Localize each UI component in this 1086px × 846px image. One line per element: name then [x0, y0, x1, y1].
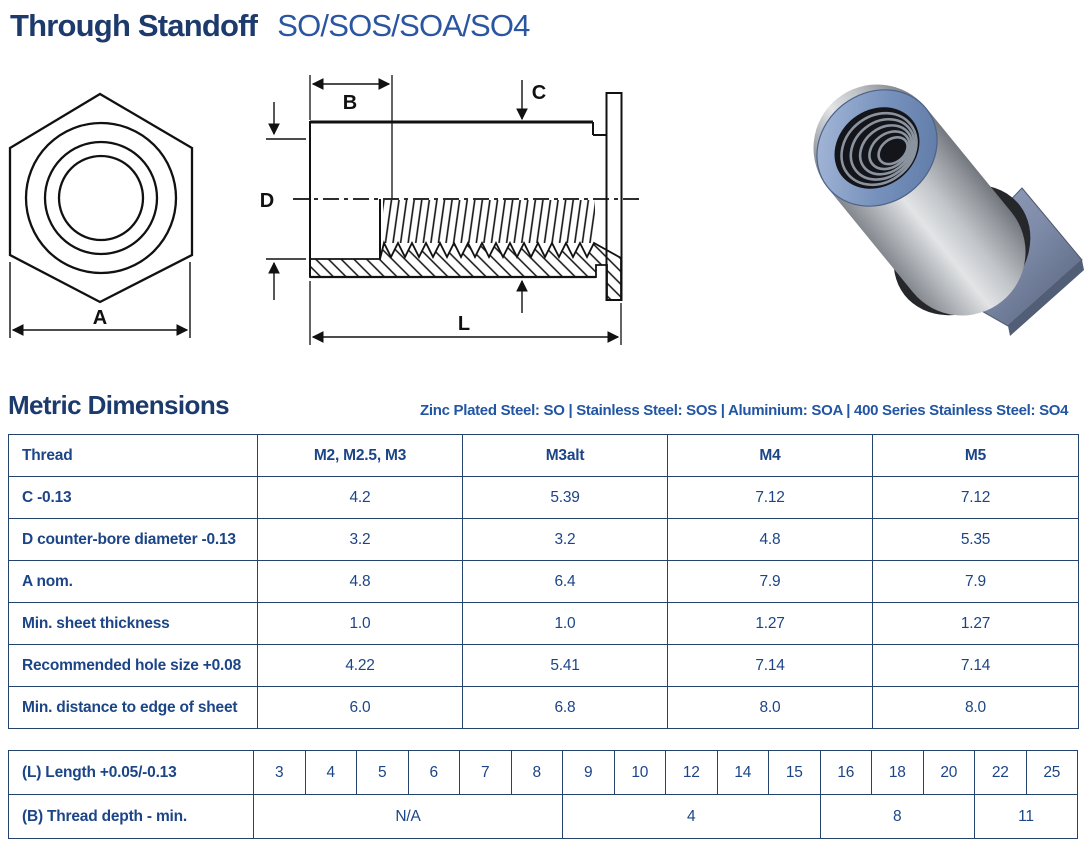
thread-depth-value-cell: 4 — [563, 795, 821, 839]
value-cell: 6.8 — [463, 687, 668, 729]
thread-header-cell: Thread — [9, 435, 258, 477]
row-label-cell: Min. sheet thickness — [9, 603, 258, 645]
table-row — [9, 477, 1079, 519]
value-cell: 6.4 — [463, 561, 668, 603]
dim-label-b: B — [342, 92, 358, 114]
table-row — [9, 519, 1079, 561]
metric-dimensions-heading: Metric Dimensions — [8, 390, 229, 420]
row-label-cell: A nom. — [9, 561, 258, 603]
length-value-cell: 18 — [872, 751, 924, 795]
value-cell: 4.8 — [668, 519, 873, 561]
section-hatch — [310, 243, 621, 300]
row-label-cell: C -0.13 — [9, 477, 258, 519]
length-value-cell: 5 — [357, 751, 409, 795]
value-cell: 8.0 — [873, 687, 1079, 729]
thread-size-header-cell: M5 — [873, 435, 1079, 477]
value-cell: 4.2 — [258, 477, 463, 519]
value-cell: 6.0 — [258, 687, 463, 729]
value-cell: 4.22 — [258, 645, 463, 687]
table-row — [9, 561, 1079, 603]
metric-dimensions-table — [8, 434, 1079, 729]
metric-dimensions-table-body — [9, 435, 1079, 729]
value-cell: 1.0 — [463, 603, 668, 645]
length-value-cell: 12 — [666, 751, 718, 795]
length-value-cell: 4 — [305, 751, 357, 795]
row-label-cell: Min. distance to edge of sheet — [9, 687, 258, 729]
length-value-cell: 6 — [408, 751, 460, 795]
value-cell: 8.0 — [668, 687, 873, 729]
length-table-body — [9, 751, 1078, 839]
length-value-cell: 7 — [460, 751, 512, 795]
product-codes: SO/SOS/SOA/SO4 — [277, 8, 530, 43]
row-label-cell: Recommended hole size +0.08 — [9, 645, 258, 687]
value-cell: 7.9 — [668, 561, 873, 603]
table-row — [9, 603, 1079, 645]
value-cell: 7.12 — [873, 477, 1079, 519]
thread-depth-value-cell: 11 — [975, 795, 1078, 839]
value-cell: 7.14 — [668, 645, 873, 687]
page-title: Through Standoff — [10, 8, 258, 43]
table-row — [9, 687, 1079, 729]
thread-depth-label-cell: (B) Thread depth - min. — [9, 795, 254, 839]
thread-lines — [383, 200, 595, 243]
length-value-cell: 8 — [511, 751, 563, 795]
hex-end-view-drawing — [0, 60, 250, 360]
thread-size-header-cell: M4 — [668, 435, 873, 477]
length-value-cell: 15 — [769, 751, 821, 795]
value-cell: 1.0 — [258, 603, 463, 645]
length-value-cell: 25 — [1026, 751, 1078, 795]
dim-label-c: C — [531, 82, 547, 104]
dim-label-a: A — [92, 307, 108, 329]
thread-depth-row — [9, 795, 1078, 839]
length-value-cell: 10 — [614, 751, 666, 795]
value-cell: 4.8 — [258, 561, 463, 603]
value-cell: 7.9 — [873, 561, 1079, 603]
length-value-cell: 22 — [975, 751, 1027, 795]
length-value-cell: 14 — [717, 751, 769, 795]
hex-body-outline — [10, 94, 192, 302]
dim-label-d: D — [259, 190, 275, 212]
table-row — [9, 645, 1079, 687]
value-cell: 5.39 — [463, 477, 668, 519]
row-label-cell: D counter-bore diameter -0.13 — [9, 519, 258, 561]
length-value-cell: 20 — [923, 751, 975, 795]
length-table — [8, 750, 1078, 839]
length-value-cell: 3 — [254, 751, 306, 795]
materials-note: Zinc Plated Steel: SO | Stainless Steel: SOS | Aluminium: SOA | 400 Series Stainless Steel: SO4 — [420, 402, 1069, 419]
table-header-row — [9, 435, 1079, 477]
thread-depth-value-cell: 8 — [820, 795, 975, 839]
value-cell: 7.12 — [668, 477, 873, 519]
dim-label-l: L — [457, 313, 471, 335]
length-value-cell: 16 — [820, 751, 872, 795]
product-photo — [795, 52, 1086, 357]
value-cell: 5.41 — [463, 645, 668, 687]
thread-size-header-cell: M3alt — [463, 435, 668, 477]
thread-depth-value-cell: N/A — [254, 795, 563, 839]
value-cell: 5.35 — [873, 519, 1079, 561]
value-cell: 3.2 — [258, 519, 463, 561]
thread-size-header-cell: M2, M2.5, M3 — [258, 435, 463, 477]
length-label-cell: (L) Length +0.05/-0.13 — [9, 751, 254, 795]
section-view-drawing — [253, 58, 677, 360]
value-cell: 7.14 — [873, 645, 1079, 687]
length-value-cell: 9 — [563, 751, 615, 795]
value-cell: 3.2 — [463, 519, 668, 561]
value-cell: 1.27 — [873, 603, 1079, 645]
length-row — [9, 751, 1078, 795]
page-title-row — [10, 8, 530, 44]
value-cell: 1.27 — [668, 603, 873, 645]
